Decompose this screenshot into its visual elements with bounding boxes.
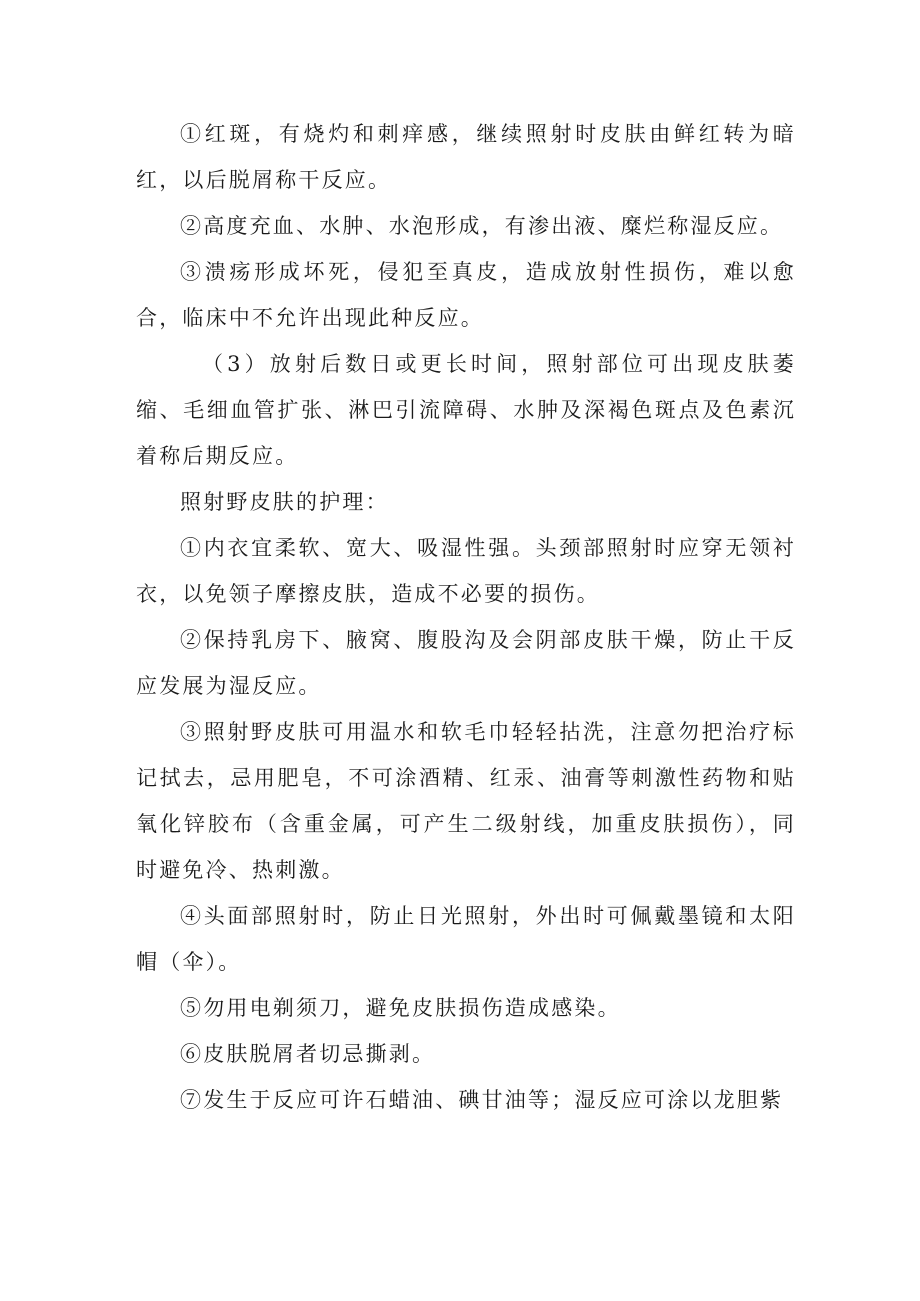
section-heading-skin-care: 照射野皮肤的护理： xyxy=(180,490,389,514)
paragraph-care-shaving: ⑤勿用电剃须刀，避免皮肤损伤造成感染。 xyxy=(180,996,621,1020)
paragraph-care-sunlight: ④头面部照射时，防止日光照射，外出时可佩戴墨镜和太阳帽（伞）。 xyxy=(136,904,796,974)
document-body xyxy=(136,111,796,1123)
paragraph-care-underwear: ①内衣宜柔软、宽大、吸湿性强。头颈部照射时应穿无领衬衣，以免领子摩擦皮肤，造成不必要的损伤。 xyxy=(136,536,796,606)
paragraph-care-washing: ③照射野皮肤可用温水和软毛巾轻轻拈洗，注意勿把治疗标记拭去，忌用肥皂，不可涂酒精、红汞、油膏等刺激性药物和贴氧化锌胶布（含重金属，可产生二级射线，加重皮肤损伤），同时避免冷、热刺激。 xyxy=(136,720,796,882)
paragraph-care-ointments: ⑦发生于反应可许石蜡油、碘甘油等；湿反应可涂以龙胆紫 xyxy=(180,1088,784,1112)
paragraph-care-keep-dry: ②保持乳房下、腋窝、腹股沟及会阴部皮肤干燥，防止干反应发展为湿反应。 xyxy=(136,628,796,698)
paragraph-ulcer-necrosis: ③溃疡形成坏死，侵犯至真皮，造成放射性损伤，难以愈合，临床中不允许出现此种反应。 xyxy=(136,260,796,330)
paragraph-wet-reaction: ②高度充血、水肿、水泡形成，有渗出液、糜烂称湿反应。 xyxy=(180,214,784,238)
paragraph-care-peeling: ⑥皮肤脱屑者切忌撕剥。 xyxy=(180,1042,436,1066)
paragraph-dry-reaction: ①红斑，有烧灼和刺痒感，继续照射时皮肤由鲜红转为暗红，以后脱屑称干反应。 xyxy=(136,122,796,192)
paragraph-late-reaction: （3）放射后数日或更长时间，照射部位可出现皮肤萎缩、毛细血管扩张、淋巴引流障碍、水肿及深褐色斑点及色素沉着称后期反应。 xyxy=(136,352,796,468)
